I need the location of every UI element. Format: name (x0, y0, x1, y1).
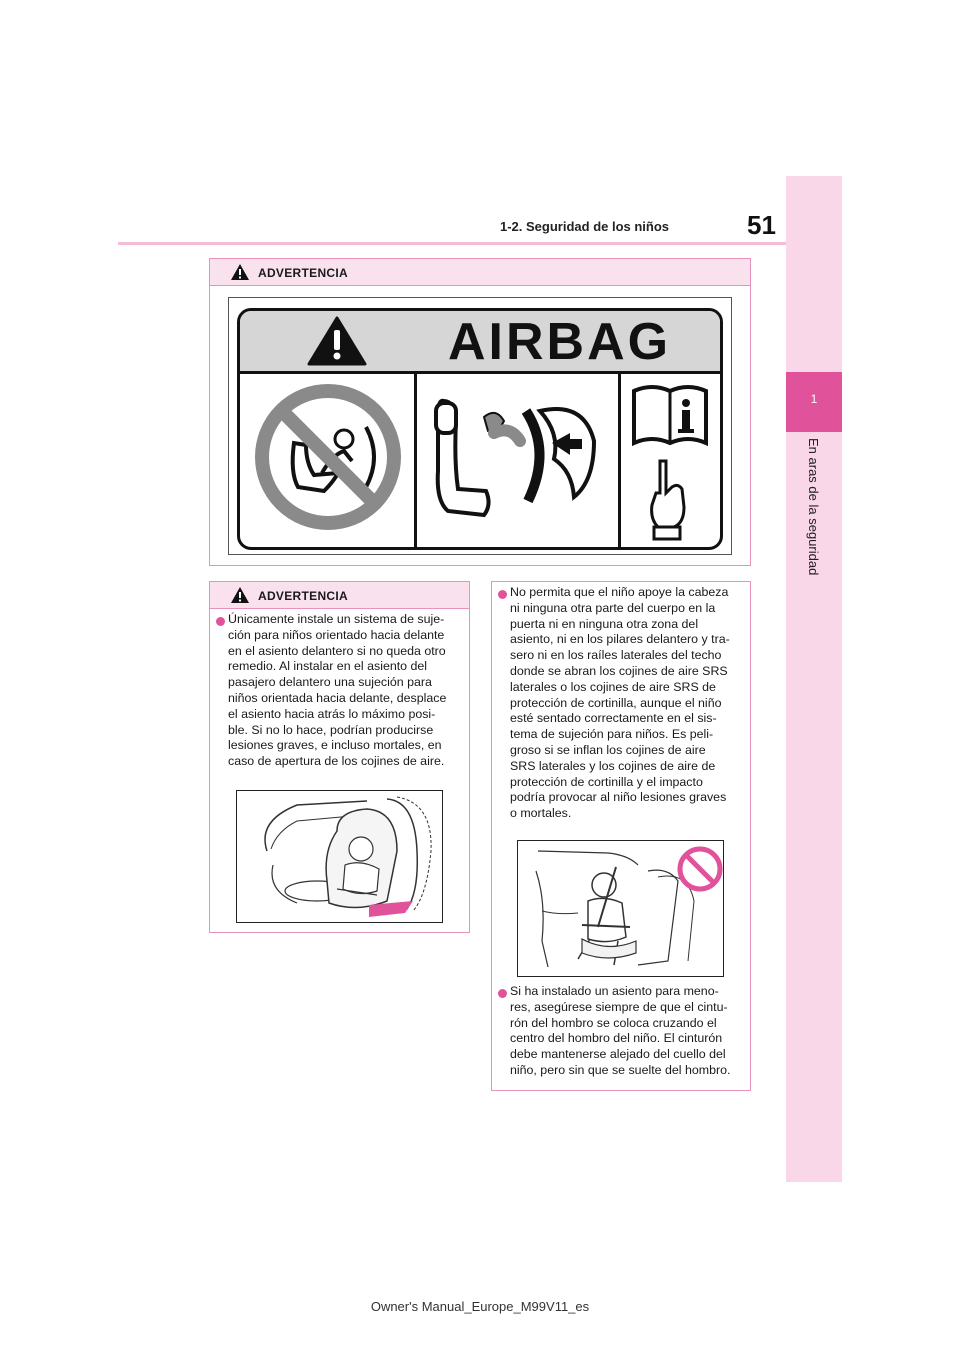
warning-front-facing-text: Únicamente instale un sistema de suje- ción para niños orientado hacia delante en el asiento delantero si no queda otro remedio. Al instalar en el asiento del pasajero delantero una sujeción para niños orientada hacia delante, desplace el asiento hacia atrás lo máximo posi- ble. Si no lo hace, podrían producirse lesiones graves, e incluso mortales, en caso de apertura de los cojines de aire. (228, 612, 447, 769)
child-seat-illustration (237, 791, 442, 922)
sticker-divider (618, 374, 621, 547)
booster-belt-text: Si ha instalado un asiento para meno- res, asegúrese siempre de que el cintu- rón del hombro se coloca cruzando el centro del hombro del niño. El cinturón debe mantenerse alejado del cuello del niño, pero sin que se suelte del hombro. (510, 984, 731, 1077)
head-placement-warning-text: No permita que el niño apoye la cabeza ni ninguna otra parte del cuerpo en la puerta ni en ninguna otra zona del asiento, ni en los pilares delantero y tra- sero ni en los raíles laterales del techo donde se abran los cojines de aire SRS laterales o los cojines de aire SRS de protección de cortinilla, aunque el niño esté sentado correctamente en el sis- tema de sujeción para niños. Es peli- groso si se inflan los cojines de aire SRS laterales y los cojines de aire de protección de cortinilla y el impacto podría provocar al niño lesiones graves o mortales. (510, 585, 730, 821)
warning-box-front-facing (209, 581, 470, 933)
sticker-divider (414, 374, 417, 547)
front-facing-seat-illustration (236, 790, 443, 923)
no-rear-facing-seat-icon (254, 383, 402, 531)
child-booster-illustration (518, 841, 723, 976)
manual-info-icon (626, 377, 714, 545)
footer-text: Owner's Manual_Europe_M99V11_es (370, 1299, 590, 1314)
header-rule (118, 242, 786, 245)
airbag-sticker-title: AIRBAG (448, 313, 672, 371)
warning-label: ADVERTENCIA (258, 589, 348, 603)
section-title: 1-2. Seguridad de los niños (500, 219, 670, 234)
right-column-box (491, 581, 751, 1091)
booster-seat-illustration (517, 840, 724, 977)
warning-triangle-icon (230, 586, 250, 604)
seat-airbag-icon (424, 381, 610, 541)
warning-box-airbag (209, 258, 751, 566)
page-number: 51 (747, 210, 776, 240)
chapter-number: 1 (810, 392, 818, 406)
airbag-label-illustration (228, 297, 732, 555)
warning-label: ADVERTENCIA (258, 266, 348, 280)
warning-triangle-icon (306, 315, 368, 367)
airbag-sticker (237, 308, 723, 550)
chapter-side-tab (786, 176, 842, 1182)
warning-box-header (210, 582, 469, 609)
warning-box-header (210, 259, 750, 286)
chapter-label: En aras de la seguridad (806, 438, 821, 576)
warning-triangle-icon (230, 263, 250, 281)
bullet-icon (216, 617, 225, 626)
bullet-icon (498, 989, 507, 998)
bullet-icon (498, 590, 507, 599)
airbag-sticker-band (240, 311, 720, 374)
